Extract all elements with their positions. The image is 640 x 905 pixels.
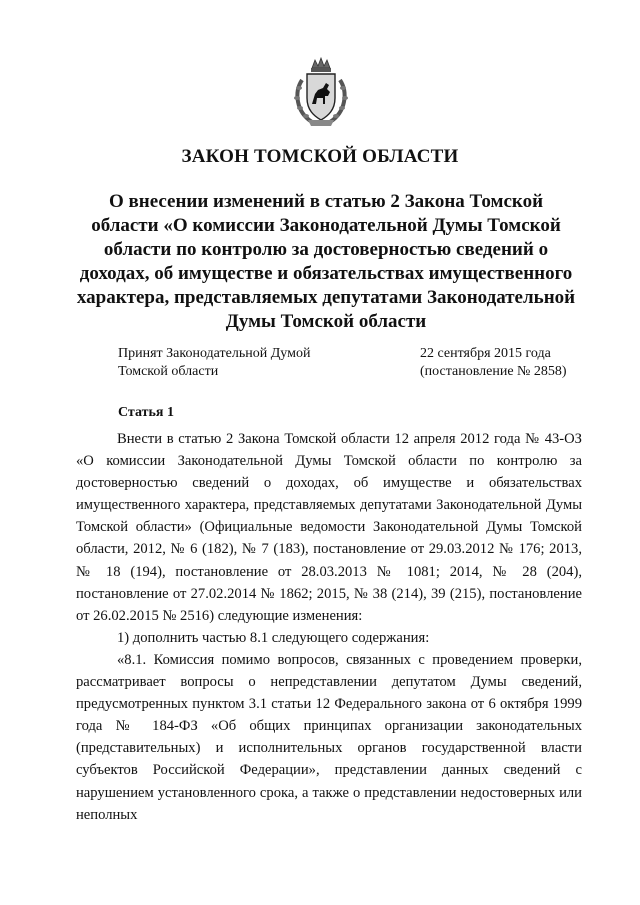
tomsk-oblast-coat-of-arms-icon xyxy=(290,56,352,128)
article-body xyxy=(76,428,582,826)
adoption-body-line-2: Томской области xyxy=(118,364,219,379)
adoption-body xyxy=(118,345,310,381)
article-paragraph-2: 1) дополнить частью 8.1 следующего содержания: xyxy=(117,629,430,646)
adoption-date xyxy=(420,345,567,381)
document-heading: О внесении изменений в статью 2 Закона Томской области «О комиссии Законодательной Думы Томской области по контролю за достоверностью сведений о доходах, об имуществе и обязательствах имущественного характера, представляемых депутатами Законодательной Думы Томской области xyxy=(76,191,576,332)
adoption-resolution-line: (постановление № 2858) xyxy=(420,364,567,379)
adoption-body-line-1: Принят Законодательной Думой xyxy=(118,346,311,361)
article-title: Статья 1 xyxy=(118,405,174,420)
adoption-date-line: 22 сентября 2015 года xyxy=(420,346,551,361)
law-title: ЗАКОН ТОМСКОЙ ОБЛАСТИ xyxy=(181,146,459,167)
article-paragraph-1: Внести в статью 2 Закона Томской области 12 апреля 2012 года № 43-ОЗ «О комиссии Законодательной Думы Томской области по контролю за достоверностью сведений о доходах, об имуществе и обязательствах имущественного характера, представляемых депутатами Законодательной Думы Томской области» (Официальные ведомости Законодательной Думы Томской области, 2012, № 6 (182), № 7 (183), постановление от 29.03.2012 № 176; 2013, № 18 (194), постановление от 28.03.2013 № 1081; 2014, № 28 (204), постановление от 27.02.2014 № 1862; 2015, № 38 (214), 39 (215), постановление от 26.02.2015 № 2516) следующие изменения: xyxy=(76,431,582,624)
article-paragraph-3: «8.1. Комиссия помимо вопросов, связанных с проведением проверки, рассматривает вопросы о непредставлении депутатом Думы сведений, предусмотренных пунктом 3.1 статьи 12 Федерального закона от 6 октября 1999 года № 184-ФЗ «Об общих принципах организации законодательных (представительных) и исполнительных органов государственной власти субъектов Российской Федерации», представлении данных сведений с нарушением установленного срока, а также о представлении недостоверных или неполных xyxy=(76,651,582,823)
